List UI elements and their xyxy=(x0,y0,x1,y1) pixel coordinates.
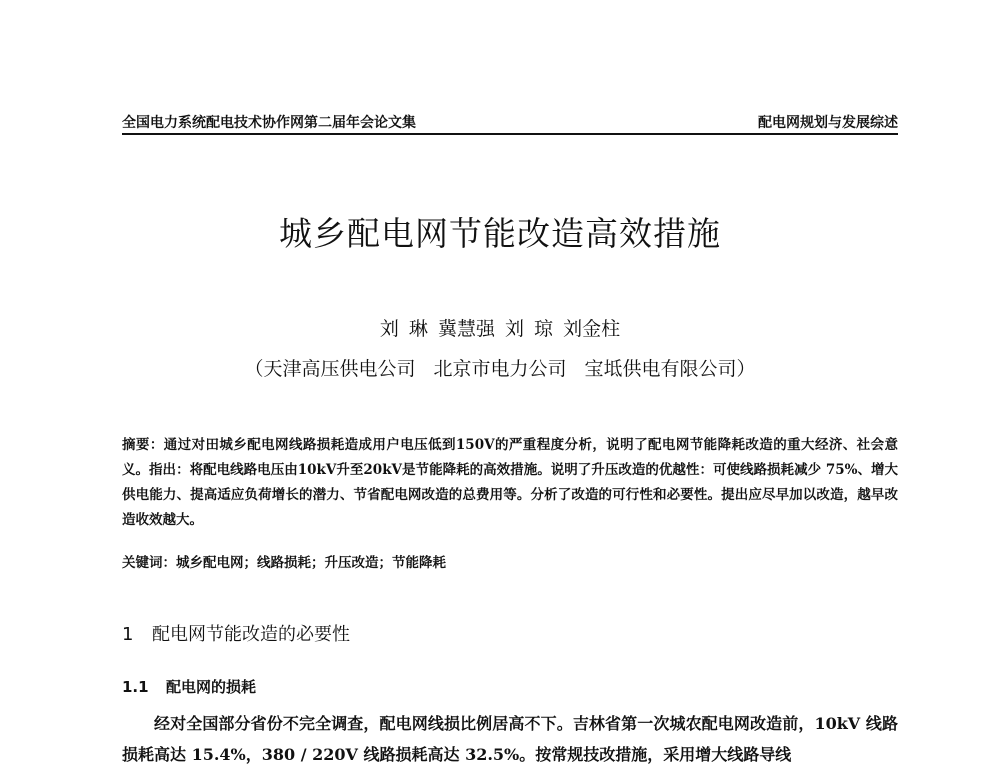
affiliation-list: （天津高压供电公司 北京市电力公司 宝坻供电有限公司） xyxy=(244,358,756,380)
header-section-title: 配电网规划与发展综述 xyxy=(758,115,898,131)
section-heading xyxy=(122,620,350,646)
header-divider xyxy=(122,133,898,135)
section-title: 配电网节能改造的必要性 xyxy=(152,624,350,645)
paper-title: 城乡配电网节能改造高效措施 xyxy=(279,214,721,253)
keywords-label: 关键词： xyxy=(122,555,176,571)
subsection-number: 1.1 xyxy=(122,678,149,696)
author-list: 刘 琳 冀慧强 刘 琼 刘金柱 xyxy=(379,318,621,340)
subsection-title: 配电网的损耗 xyxy=(166,678,257,696)
body-paragraph: 经对全国部分省份不完全调查，配电网线损比例居高不下。吉林省第一次城农配电网改造前，10kV 线路损耗高达 15.4%，380 / 220V 线路损耗高达 32.5%。按常规技改措施，采用增大线路导线 xyxy=(122,714,898,764)
keywords-text: 城乡配电网；线路损耗；升压改造；节能降耗 xyxy=(176,555,446,571)
section-number: 1 xyxy=(122,624,134,645)
running-header xyxy=(122,110,898,132)
keywords xyxy=(122,551,898,575)
header-proceedings-title: 全国电力系统配电技术协作网第二届年会论文集 xyxy=(122,115,416,131)
abstract-label: 摘要： xyxy=(122,437,164,453)
subsection-heading xyxy=(122,676,256,697)
abstract xyxy=(122,433,898,533)
abstract-text: 通过对田城乡配电网线路损耗造成用户电压低到150V的严重程度分析，说明了配电网节能降耗改造的重大经济、社会意义。指出：将配电线路电压由10kV升至20kV是节能降耗的高效措施。说明了升压改造的优越性：可使线路损耗减少 75%、增大供电能力、提高适应负荷增长的潜力、节省配电网改造的总费用等。分析了改造的可行性和必要性。提出应尽早加以改造，越早改造收效越大。 xyxy=(122,437,899,528)
